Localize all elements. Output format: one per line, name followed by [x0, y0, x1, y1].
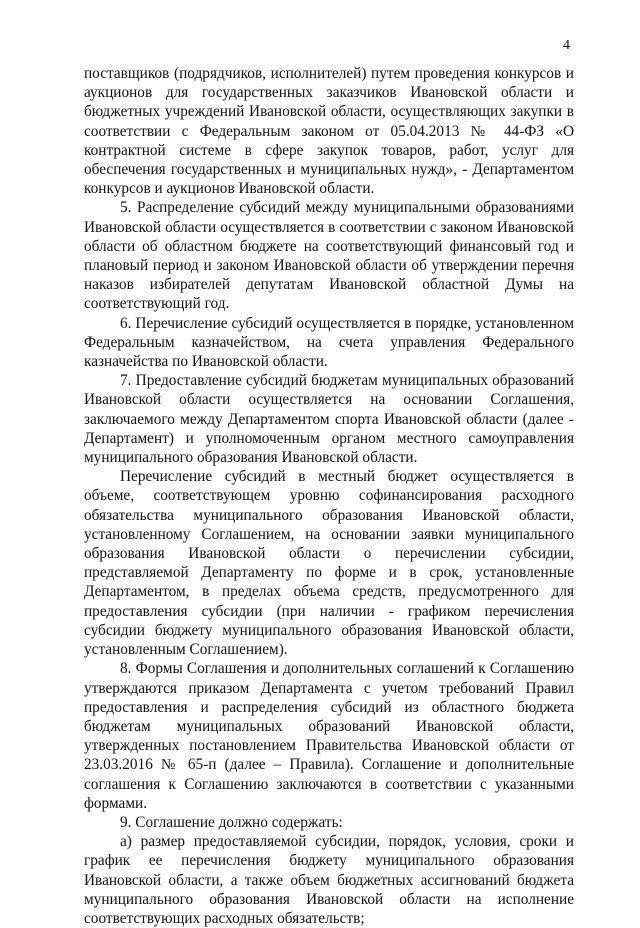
paragraph-item-9: 9. Соглашение должно содержать: — [120, 813, 343, 831]
paragraph-item-6: 6. Перечисление субсидий осуществляется в порядке, установленном Федеральным казначейством, на счета управления Федерального казначейства по Ивановской области. — [84, 314, 574, 371]
document-body — [84, 64, 574, 928]
paragraph-continuation: поставщиков (подрядчиков, исполнителей) путем проведения конкурсов и аукционов для государственных заказчиков Ивановской области и бюджетных учреждений Ивановской области, осуществляющих закупки в соответствии с Федеральным законом от 05.04.2013 № 44-ФЗ «О контрактной системе в сфере закупок товаров, работ, услуг для обеспечения государственных и муниципальных нужд», - Департаментом конкурсов и аукционов Ивановской области. — [84, 65, 574, 198]
paragraph-item-8: 8. Формы Соглашения и дополнительных соглашений к Соглашению утверждаются приказом Департамента с учетом требований Правил предоставления и распределения субсидий из областного бюджета бюджетам муниципальных образований Ивановской области, утвержденных постановлением Правительства Ивановской области от 23.03.2016 № 65-п (далее – Правила). Соглашение и дополнительные соглашения к Соглашению заключаются в соответствии с указанными формами. — [84, 660, 574, 812]
paragraph-item-5: 5. Распределение субсидий между муниципальными образованиями Ивановской области осуществляется в соответствии с законом Ивановской области об областном бюджете на соответствующий финансовый год и плановый период и законом Ивановской области об утверждении перечня наказов избирателей депутатам Ивановской областной Думы на соответствующий год. — [84, 199, 574, 313]
paragraph-transfer: Перечисление субсидий в местный бюджет осуществляется в объеме, соответствующем уровню софинансирования расходного обязательства муниципального образования Ивановской области, установленному Соглашением, на основании заявки муниципального образования Ивановской области о перечислении субсидии, представляемой Департаменту по форме и в срок, установленные Департаментом, в пределах объема средств, предусмотренного для предоставления субсидии (при наличии - графиком перечисления субсидии бюджету муниципального образования Ивановской области, установленным Соглашением). — [84, 468, 574, 659]
paragraph-item-9a: а) размер предоставляемой субсидии, порядок, условия, сроки и график ее перечисления бюджету муниципального образования Ивановской области, а также объем бюджетных ассигнований бюджета муниципального образования Ивановской области на исполнение соответствующих расходных обязательств; — [84, 833, 574, 927]
paragraph-item-7: 7. Предоставление субсидий бюджетам муниципальных образований Ивановской области осуществляется на основании Соглашения, заключаемого между Департаментом спорта Ивановской области (далее - Департамент) и уполномоченным органом местного самоуправления муниципального образования Ивановской области. — [84, 372, 574, 467]
page-number: 4 — [563, 38, 570, 53]
